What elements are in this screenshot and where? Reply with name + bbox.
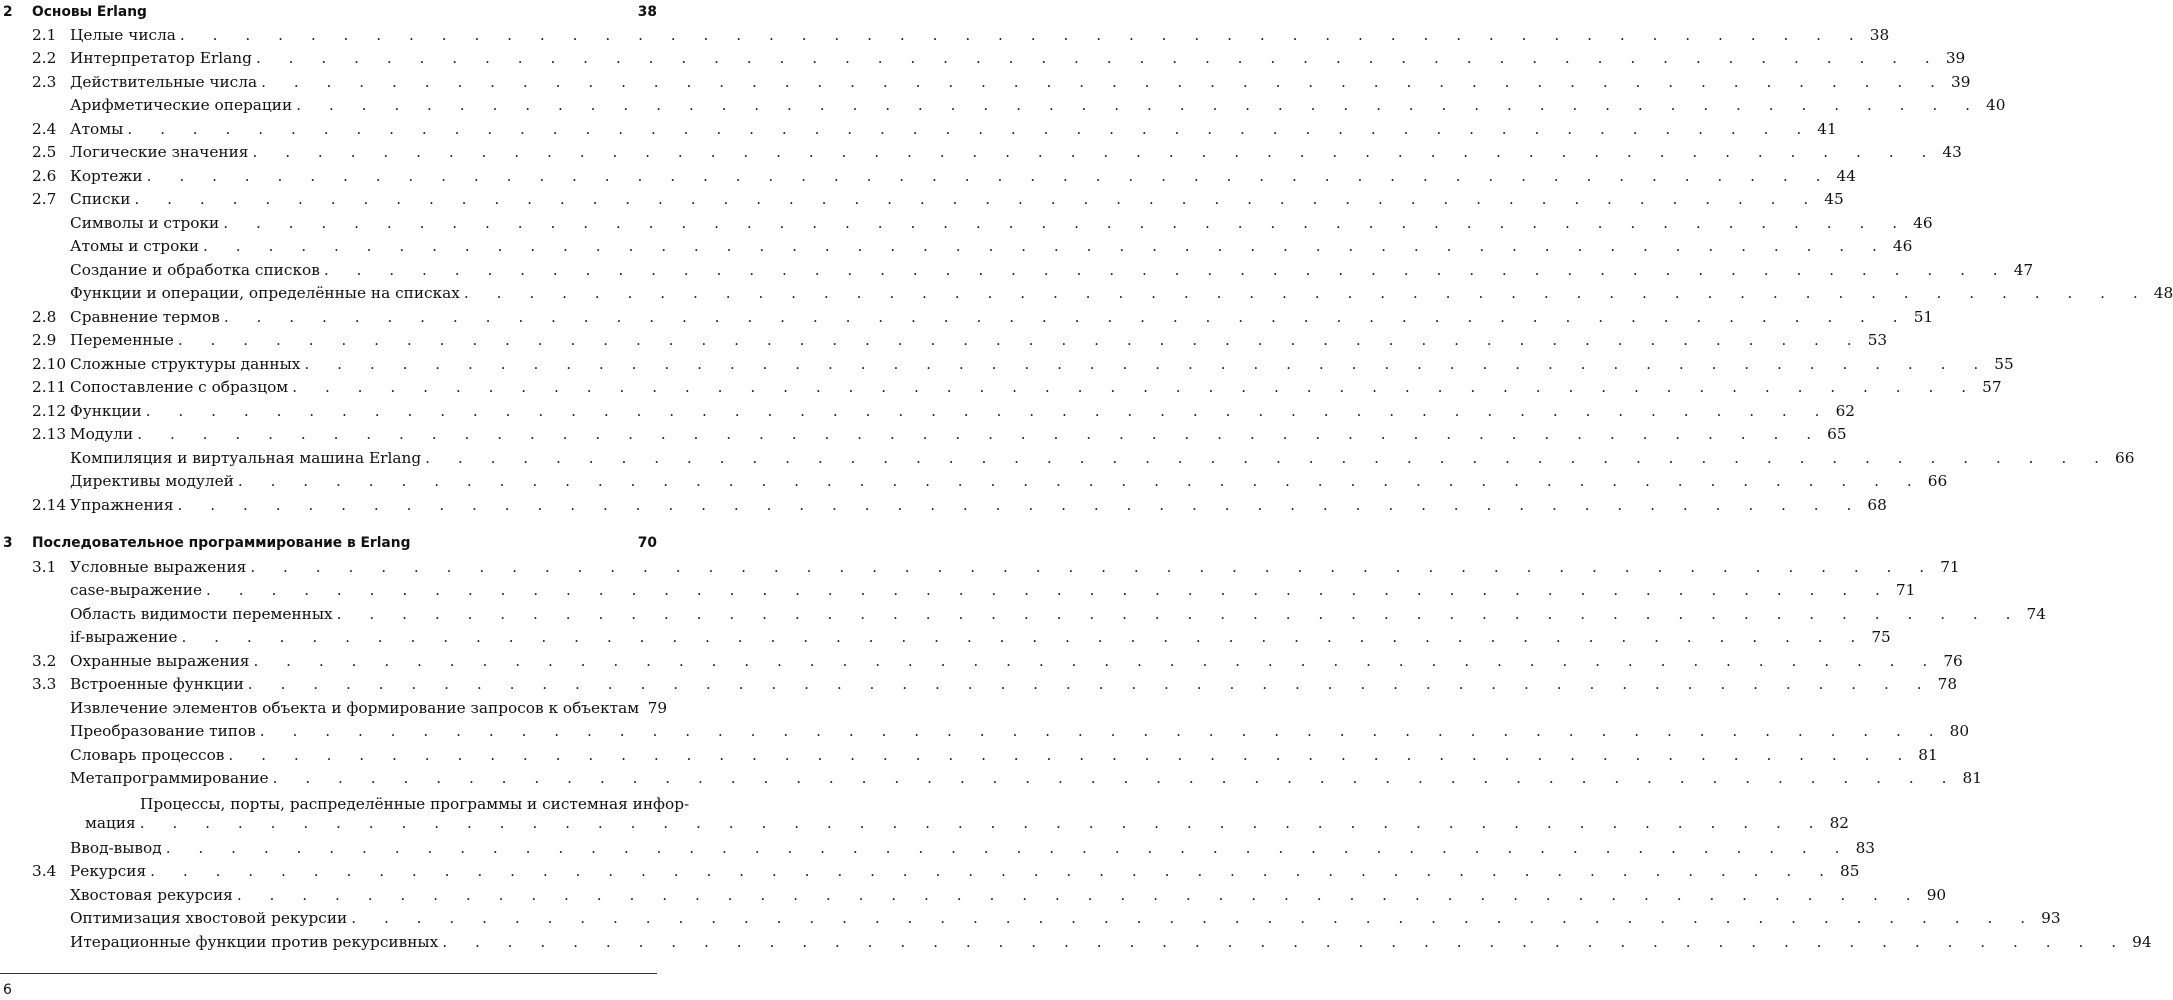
toc-entry[interactable] (0, 375, 2002, 399)
toc-entry-page: 85 (1840, 862, 1860, 880)
toc-entry-line (70, 140, 1962, 164)
dot-leader: . . . . . . . . . . . . . . . . . . . . . . . . . . . . . . . . . . . . . . . . . . . . . . . . . . . . (442, 933, 2128, 951)
toc-entry-page: 93 (2041, 909, 2061, 927)
toc-entry-title: Словарь процессов (70, 746, 225, 764)
toc-entry-title: Сложные структуры данных (70, 355, 301, 373)
toc-entry-page: 83 (1855, 839, 1876, 857)
toc-entry[interactable] (0, 811, 1850, 835)
dot-leader: . . . . . . . . . . . . . . . . . . . . . . . . . . . . . . . . . . . . . . . . . . . . . . . . . . . . (177, 496, 1863, 514)
toc-entry[interactable] (0, 399, 1856, 423)
toc-entry[interactable] (0, 859, 1860, 883)
dot-leader: . . . . . . . . . . . . . . . . . . . . . . . . . . . . . . . . . . . . . . . . . . . . . . . . . . . . (247, 675, 1934, 693)
toc-entry-number: 2.7 (32, 190, 57, 208)
toc-entry-title: Арифметические операции (70, 96, 293, 114)
toc-entry-line (70, 305, 1934, 329)
toc-entry[interactable] (0, 930, 2152, 954)
toc-entry-page: 44 (1836, 167, 1856, 185)
toc-entry[interactable] (0, 258, 2034, 282)
dot-leader: . . . . . . . . . . . . . . . . . . . . . . . . . . . . . . . . . . . . . . . . . . . . . . . . . . . . (181, 628, 1867, 646)
toc-entry-page: 75 (1871, 628, 1891, 646)
toc-entry-title: Сравнение термов (70, 308, 220, 326)
toc-entry-page: 81 (1918, 746, 1938, 764)
toc-entry-page: 66 (1927, 472, 1948, 490)
toc-entry-number: 2.10 (32, 355, 67, 373)
toc-entry-line (70, 649, 1963, 673)
dot-leader: . . . . . . . . . . . . . . . . . . . . . . . . . . . . . . . . . . . . . . . . . . . . . . . . . . . . (137, 425, 1823, 443)
toc-entry-line (70, 696, 668, 720)
toc-entry[interactable] (0, 93, 2006, 117)
toc-entry-line (70, 672, 1958, 696)
dot-leader: . . . . . . . . . . . . . . . . . . . . . . . . . . . . . . . . . . . . . . . . . . . . . . . . . . . . (127, 120, 1813, 138)
toc-entry-line (70, 281, 2173, 305)
toc-entry-line (70, 930, 2152, 954)
toc-entry-page: 81 (1962, 769, 1982, 787)
toc-entry-title: Итерационные функции против рекурсивных (70, 933, 439, 951)
toc-entry[interactable] (0, 766, 1982, 790)
toc-entry-title: Директивы модулей (70, 472, 234, 490)
toc-entry[interactable] (0, 187, 1844, 211)
toc-entry-title: Атомы и строки (70, 237, 200, 255)
toc-entry[interactable] (0, 234, 1913, 258)
toc-entry[interactable] (0, 422, 1847, 446)
toc-entry-line (70, 328, 1888, 352)
toc-entry-title: Кортежи (70, 167, 143, 185)
toc-entry-title: Модули (70, 425, 134, 443)
toc-entry-line (70, 234, 1913, 258)
toc-entry-page: 46 (1892, 237, 1913, 255)
toc-entry[interactable] (0, 164, 1856, 188)
toc-entry[interactable] (0, 469, 1948, 493)
toc-entry[interactable] (0, 493, 1887, 517)
toc-entry-title: Сопоставление с образцом (70, 378, 289, 396)
toc-entry[interactable] (0, 140, 1962, 164)
toc-entry-line (70, 164, 1856, 188)
dot-leader: . . . . . . . . . . . . . . . . . . . . . . . . . . . . . . . . . . . . . . . . . . . . . . . . . . . . (134, 190, 1820, 208)
toc-entry-title: Рекурсия (70, 862, 147, 880)
dot-leader: . . . . . . . . . . . . . . . . . . . . . . . . . . . . . . . . . . . . . . . . . . . . . . . . . . . . (206, 581, 1892, 599)
toc-entry-number: 3 (3, 535, 13, 551)
dot-leader: . . . . . . . . . . . . . . . . . . . . . . . . . . . . . . . . . . . . . . . . . . . . . . . . . . . . (237, 472, 1924, 490)
toc-entry[interactable] (0, 211, 1933, 235)
toc-entry[interactable] (0, 46, 1966, 70)
toc-entry-line (70, 578, 1916, 602)
toc-entry-line (70, 719, 1970, 743)
toc-entry-number: 3.4 (32, 862, 57, 880)
dot-leader: . . . . . . . . . . . . . . . . . . . . . . . . . . . . . . . . . . . . . . . . . . . . . . . . . . . . (223, 308, 1910, 326)
toc-entry[interactable] (0, 446, 2135, 470)
toc-entry-title: Функции и операции, определённые на списках (70, 284, 460, 302)
dot-leader: . . . . . . . . . . . . . . . . . . . . . . . . . . . . . . . . . . . . . . . . . . . . . . . . . . . . (203, 237, 1889, 255)
toc-entry[interactable] (0, 305, 1934, 329)
toc-entry-page: 45 (1824, 190, 1844, 208)
toc-entry-line (70, 625, 1891, 649)
toc-entry-page: 90 (1926, 886, 1947, 904)
toc-entry-page: 65 (1827, 425, 1847, 443)
toc-entry-line (85, 811, 1850, 835)
toc-entry-title: Переменные (70, 331, 174, 349)
toc-entry-page: 40 (1986, 96, 2006, 114)
toc-entry-page: 79 (647, 699, 668, 717)
dot-leader: . . . . . . . . . . . . . . . . . . . . . . . . . . . . . . . . . . . . . . . . . . . . . . . . . . . . (146, 167, 1832, 185)
toc-entry-title: case-выражение (70, 581, 203, 599)
dot-leader: . . . . . . . . . . . . . . . . . . . . . . . . . . . . . . . . . . . . . . . . . . . . . . . . . . . . (351, 909, 2037, 927)
toc-entry-title: Последовательное программирование в Erlang (32, 535, 411, 551)
toc-entry-number: 2.8 (32, 308, 57, 326)
dot-leader: . . . . . . . . . . . . . . . . . . . . . . . . . . . . . . . . . . . . . . . . . . . . . . . . . . . . (296, 96, 1982, 114)
toc-entry-page: 43 (1942, 143, 1962, 161)
toc-entry-page: 53 (1867, 331, 1888, 349)
toc-entry-title: Оптимизация хвостовой рекурсии (70, 909, 348, 927)
dot-leader: . . . . . . . . . . . . . . . . . . . . . . . . . . . . . . . . . . . . . . . . . . . . . . . . . . . . (253, 652, 1939, 670)
dot-leader: . . . . . . . . . . . . . . . . . . . . . . . . . . . . . . . . . . . . . . . . . . . . . . . . . . . . (145, 402, 1832, 420)
dot-leader: . . . . . . . . . . . . . . . . . . . . . . . . . . . . . . . . . . . . . . . . . . . . . . . . . . . . (255, 49, 1942, 67)
toc-entry-title: Атомы (70, 120, 124, 138)
toc-entry-page: 51 (1913, 308, 1934, 326)
toc-entry-line (70, 493, 1887, 517)
toc-entry[interactable] (0, 281, 2173, 305)
toc-entry-line (70, 859, 1860, 883)
toc-entry-line (32, 0, 657, 24)
toc-entry-page: 57 (1982, 378, 2002, 396)
toc-entry-number: 2 (3, 4, 13, 20)
toc-entry-title: Создание и обработка списков (70, 261, 320, 279)
toc-entry-line (70, 187, 1844, 211)
toc-entry-title: Компиляция и виртуальная машина Erlang (70, 449, 422, 467)
toc-entry-page: 74 (2026, 605, 2047, 623)
toc-entry[interactable] (0, 906, 2061, 930)
toc-entry-page: 78 (1937, 675, 1958, 693)
dot-leader: . . . . . . . . . . . . . . . . . . . . . . . . . . . . . . . . . . . . . . . . . . . . . . . . . . . . (228, 746, 1914, 764)
toc-entry-number: 3.1 (32, 558, 57, 576)
toc-entry-title: Встроенные функции (70, 675, 244, 693)
toc-entry-number: 2.2 (32, 49, 57, 67)
toc-entry-number: 3.2 (32, 652, 57, 670)
toc-entry-line (70, 906, 2061, 930)
toc-entry-title: Логические значения (70, 143, 249, 161)
toc-entry-page: 39 (1945, 49, 1966, 67)
toc-entry-number: 2.3 (32, 73, 57, 91)
toc-entry[interactable] (0, 696, 668, 720)
dot-leader: . . . . . . . . . . . . . . . . . . . . . . . . . . . . . . . . . . . . . . . . . . . . . . . . . . . . (223, 214, 1909, 232)
toc-entry-title: Основы Erlang (32, 4, 147, 20)
toc-entry-number: 2.5 (32, 143, 57, 161)
toc-entry-page: 41 (1817, 120, 1837, 138)
toc-entry-page: 80 (1949, 722, 1970, 740)
toc-entry-line (70, 555, 1960, 579)
toc-entry-page: 82 (1829, 814, 1850, 832)
toc-entry-title: Охранные выражения (70, 652, 250, 670)
toc-entry-page: 47 (2013, 261, 2034, 279)
dot-leader: . . . . . . . . . . . . . . . . . . . . . . . . . . . . . . . . . . . . . . . . . . . . . . . . . . . . (272, 769, 1958, 787)
toc-entry[interactable] (0, 70, 1971, 94)
dot-leader: . . . . . . . . . . . . . . . . . . . . . . . . . . . . . . . . . . . . . . . . . . . . . . . . . . . . (236, 886, 1923, 904)
toc-chapter-entry[interactable] (0, 0, 657, 24)
toc-entry-line (70, 258, 2034, 282)
toc-entry-number: 2.11 (32, 378, 67, 396)
toc-entry-page: 94 (2132, 933, 2152, 951)
toc-entry-line (70, 93, 2006, 117)
toc-entry[interactable] (0, 23, 1890, 47)
toc-entry-line (70, 211, 1933, 235)
toc-entry-title: Действительные числа (70, 73, 258, 91)
toc-entry-line (70, 399, 1856, 423)
dot-leader: . . . . . . . . . . . . . . . . . . . . . . . . . . . . . . . . . . . . . . . . . . . . . . . . . . . . (177, 331, 1864, 349)
toc-entry-page: 38 (637, 4, 657, 20)
toc-entry-title: мация (85, 814, 136, 832)
toc-entry-title: Хвостовая рекурсия (70, 886, 233, 904)
toc-entry[interactable] (0, 328, 1888, 352)
toc-entry-title: Целые числа (70, 26, 176, 44)
toc-entry[interactable] (0, 602, 2047, 626)
toc-entry-title: Интерпретатор Erlang (70, 49, 252, 67)
toc-entry-title: if-выражение (70, 628, 178, 646)
toc-entry-line (70, 602, 2047, 626)
dot-leader: . . . . . . . . . . . . . . . . . . . . . . . . . . . . . . . . . . . . . . . . . . . . . . . . . . . . (292, 378, 1978, 396)
toc-entry[interactable] (0, 649, 1963, 673)
toc-entry-number: 2.9 (32, 331, 57, 349)
toc-entry-title: Функции (70, 402, 142, 420)
toc-entry[interactable] (0, 117, 1837, 141)
toc-entry[interactable] (0, 672, 1958, 696)
dot-leader: . . . . . . . . . . . . . . . . . . . . . . . . . . . . . . . . . . . . . . . . . . . . . . . . . . . . (179, 26, 1866, 44)
dot-leader: . . . . . . . . . . . . . . . . . . . . . . . . . . . . . . . . . . . . . . . . . . . . . . . . . . . . (336, 605, 2023, 623)
toc-entry-page: 76 (1943, 652, 1963, 670)
toc-entry-number: 2.14 (32, 496, 67, 514)
toc-entry-title: Область видимости переменных (70, 605, 333, 623)
toc-entry[interactable] (0, 578, 1916, 602)
dot-leader: . . . . . . . . . . . . . . . . . . . . . . . . . . . . . . . . . . . . . . . . . . . . . . . . . . . . (165, 839, 1852, 857)
toc-entry-title: Метапрограммирование (70, 769, 269, 787)
toc-entry[interactable] (0, 719, 1970, 743)
toc-entry-number: 2.12 (32, 402, 67, 420)
dot-leader: . . . . . . . . . . . . . . . . . . . . . . . . . . . . . . . . . . . . . . . . . . . . . . . . . . . . (463, 284, 2150, 302)
dot-leader: . . . . . . . . . . . . . . . . . . . . . . . . . . . . . . . . . . . . . . . . . . . . . . . . . . . . (252, 143, 1938, 161)
dot-leader: . . . . . . . . . . . . . . . . . . . . . . . . . . . . . . . . . . . . . . . . . . . . . . . . . . . . (304, 355, 1990, 373)
toc-entry-line (70, 836, 1876, 860)
toc-entry-line (70, 352, 2014, 376)
dot-leader: . . . . . . . . . . . . . . . . . . . . . . . . . . . . . . . . . . . . . . . . . . . . . . . . . . . . (150, 862, 1836, 880)
page-number: 6 (3, 982, 12, 998)
toc-entry[interactable] (0, 625, 1891, 649)
toc-entry-line (70, 469, 1948, 493)
toc-entry-page: 46 (1913, 214, 1933, 232)
toc-entry-title: Условные выражения (70, 558, 247, 576)
toc-entry-page: 55 (1994, 355, 2014, 373)
toc-entry-line (70, 883, 1947, 907)
toc-entry-page: 62 (1835, 402, 1856, 420)
toc-entry-line (70, 446, 2135, 470)
toc-entry-line (32, 531, 657, 555)
toc-entry-title: Процессы, порты, распределённые программы и системная инфор- (140, 795, 690, 813)
toc-entry-line (70, 375, 2002, 399)
toc-entry-number: 2.1 (32, 26, 57, 44)
toc-entry-line (70, 117, 1837, 141)
dot-leader: . . . . . . . . . . . . . . . . . . . . . . . . . . . . . . . . . . . . . . . . . . . . . . . . . . . . (425, 449, 2111, 467)
toc-entry-line (70, 766, 1982, 790)
toc-entry-page: 48 (2153, 284, 2173, 302)
toc-entry-number: 3.3 (32, 675, 57, 693)
toc-entry-line (70, 23, 1890, 47)
toc-entry-title: Ввод-вывод (70, 839, 162, 857)
toc-entry-number: 2.4 (32, 120, 57, 138)
dot-leader: . . . . . . . . . . . . . . . . . . . . . . . . . . . . . . . . . . . . . . . . . . . . . . . . . . . . (259, 722, 1946, 740)
toc-entry[interactable] (0, 743, 1938, 767)
dot-leader: . . . . . . . . . . . . . . . . . . . . . . . . . . . . . . . . . . . . . . . . . . . . . . . . . . . . (139, 814, 1826, 832)
toc-entry-page: 66 (2115, 449, 2135, 467)
toc-entry-number: 2.13 (32, 425, 67, 443)
toc-entry-page: 70 (637, 535, 657, 551)
toc-entry[interactable] (0, 836, 1876, 860)
toc-entry[interactable] (0, 555, 1960, 579)
toc-entry-page: 39 (1950, 73, 1971, 91)
dot-leader: . . . . . . . . . . . . . . . . . . . . . . . . . . . . . . . . . . . . . . . . . . . . . . . . . . . . (250, 558, 1936, 576)
dot-leader: . . . . . . . . . . . . . . . . . . . . . . . . . . . . . . . . . . . . . . . . . . . . . . . . . . . . (323, 261, 2010, 279)
toc-entry-title: Символы и строки (70, 214, 220, 232)
dot-leader: . . . . . . . . . . . . . . . . . . . . . . . . . . . . . . . . . . . . . . . . . . . . . . . . . . . . (261, 73, 1947, 91)
toc-entry-line (70, 46, 1966, 70)
toc-entry[interactable] (0, 883, 1947, 907)
toc-entry-line (70, 70, 1971, 94)
toc-entry[interactable] (0, 352, 2014, 376)
toc-entry-page: 71 (1895, 581, 1916, 599)
toc-entry-line (70, 743, 1938, 767)
toc-entry-title: Списки (70, 190, 131, 208)
toc-entry-page: 71 (1940, 558, 1960, 576)
footer-rule (0, 973, 657, 974)
toc-chapter-entry[interactable] (0, 531, 657, 555)
toc-entry-page: 68 (1867, 496, 1887, 514)
toc-entry-title: Извлечение элементов объекта и формирование запросов к объектам (70, 699, 640, 717)
toc-entry-title: Упражнения (70, 496, 174, 514)
toc-entry-page: 38 (1869, 26, 1890, 44)
toc-entry-line (70, 422, 1847, 446)
toc-entry-title: Преобразование типов (70, 722, 256, 740)
toc-entry-number: 2.6 (32, 167, 57, 185)
